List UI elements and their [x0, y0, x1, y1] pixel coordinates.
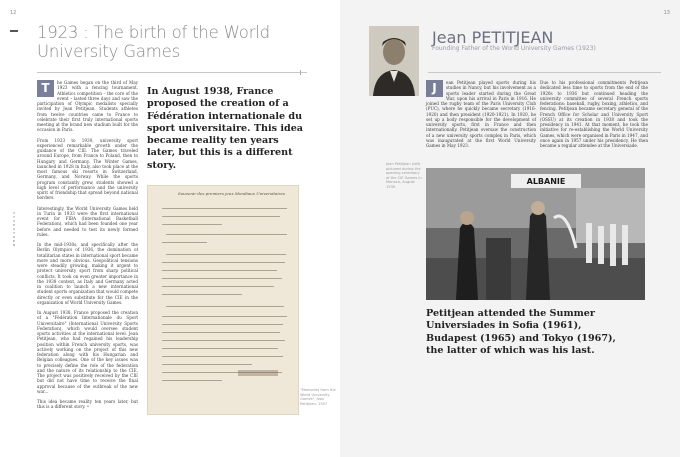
page-number-left: 12 [10, 10, 17, 16]
handwriting-line [162, 286, 274, 287]
dropcap: T [37, 80, 54, 97]
sidebar-letter: S [13, 219, 15, 223]
page-number-right: 13 [663, 10, 670, 16]
handwriting-line [166, 306, 284, 307]
sidebar-letter: T [13, 215, 15, 219]
author-title: Jean PETITJEAN [432, 28, 554, 47]
handwriting-line [162, 262, 285, 263]
pull-quote: In August 1938, France proposed the creation of a Fédération internationale du sport universitaire. This idea became reality ten years later, but this is a different story. [147, 86, 304, 171]
photo-banner-text: ALBANIE [526, 177, 566, 186]
handwriting-line [162, 208, 287, 209]
article-body [37, 80, 138, 450]
sidebar-letter: T [13, 231, 15, 235]
page-marker-dash [10, 30, 18, 32]
paragraph: he Games began on the third of May 1923 with a fencing tournament. Athletics competition – the core of the event – lasted three days and saw the participation of Olympic medalists specially invited by Jean Petitjean. Students athletes from twelve countries came to France to celebrate their first truly international sports meeting at the brand new stadium built for the occasion in Paris. [37, 80, 138, 133]
handwritten-letter-image [147, 185, 299, 415]
bio-column-2 [540, 80, 648, 148]
handwriting-line [162, 332, 280, 333]
author-subtitle: Founding Father of the World University Games (1923) [432, 45, 596, 52]
bio-column-1 [426, 80, 536, 148]
handwriting-line [162, 316, 287, 317]
handwriting-line [162, 242, 207, 243]
pull-quote-right: Petitjean attended the Summer Universiades in Sofia (1961), Budapest (1965) and Tokyo (1967), the latter of which was his last. [426, 308, 616, 356]
paragraph: Interestingly, the World University Games held in Turin in 1933 were the first international event for FIBA (International Basketball Federation), which had been founded one year before and needed to test its newly formed rules. [37, 205, 138, 237]
page-title: 1923 : The birth of the World University Games [37, 23, 270, 61]
bio-paragraph: ean Petitjean played sports during his studies in Nancy, but his involvement as a sports leader started during the Great War, upon his arrival in Paris in 1916. He joined the rugby team of the Paris University Club (PUC), where he quickly became secretary (1916-1920) and then president (1920-1921). In 1920, he set up a body responsible for the development of university sports, first in France and then internationally. Petitjean oversaw the construction of a new university sports complex in Paris, which was inaugurated at the first World University Games in May 1923. [426, 80, 536, 148]
right-page [340, 0, 680, 457]
handwriting-line [162, 224, 222, 225]
handwriting-signature [238, 370, 278, 376]
letter-heading: Souvenir des premiers jeux Mondiaux Universitaires [178, 191, 285, 196]
handwriting-line [166, 234, 287, 235]
portrait-photo [369, 26, 419, 96]
ceremony-scene-icon [426, 168, 645, 300]
photo-caption: Jean Petitjean (left) pictured during the opening ceremony of the CIE Games in Monaco, August 1939 [386, 162, 422, 189]
paragraph: This idea became reality ten years later, but this is a different story. • [37, 399, 138, 410]
handwriting-line [162, 356, 283, 357]
handwriting-line [162, 324, 283, 325]
handwriting-line [162, 216, 280, 217]
paragraph: In August 1938, France proposed the creation of a "Fédération Internationale du Sport Universitaire" (International University Sports Federation), which would oversee student sports activities at the international level. Jean Petitjean, who had regained his leadership position within French university sports, was actively working on the project of this new federation along with his Hungarian and Belgian colleagues. One of the key issues was to precisely define the role of the federation and the nature of its relationship to the CIE. The project was positively received by the CIE but did not have time to receive the final approval because of the outbreak of the new war... [37, 310, 138, 394]
portrait-figure-icon [369, 26, 419, 96]
handwriting-line [162, 380, 222, 381]
handwriting-line [162, 348, 278, 349]
handwriting-line [162, 340, 285, 341]
paragraph: From 1923 to 1939, university sport experienced remarkable growth under the guidance of the CIE. The Games traveled around Europe, from France to Poland, then to Hungary and Germany. The Winter Games, launched in 1928 in Italy, also took place at the most famous ski resorts in Switzerland, Germany, and Norway. While the sports program constantly grew, students showed a high level of performance and the university spirit of friendship that spread beyond national borders. [37, 137, 138, 201]
handwriting-line [166, 254, 286, 255]
sidebar-letter: E [13, 239, 15, 243]
sidebar-letter: A [13, 227, 15, 231]
rule-marker [300, 70, 301, 75]
handwriting-line [162, 364, 252, 365]
handwriting-line [162, 278, 282, 279]
handwriting-line [162, 294, 242, 295]
sidebar-letter: R [13, 235, 15, 239]
ceremony-photo [426, 168, 645, 300]
sidebar-letter: P [13, 223, 15, 227]
bio-paragraph: Due to his professional commitments Petitjean dedicated less time to sports from the end of the 1920s to 1936 but continued heading the university committee of several French sports federations: baseball, rugby, boxing, athletics, and fencing. Petitjean became secretary general of the French Office for Scholar and University Sport (OSSU) at its creation in 1938 and took the presidency in 1941. At that moment, he took the initiative for re-establishing the World University Games, which were organised in Paris in 1947, and once again in 1957 under his presidency. He then became a regular attendee at the Universiade. [540, 80, 648, 148]
sidebar-letter: I [13, 211, 15, 215]
title-rule-right [428, 72, 661, 73]
sidebar-letter: N [13, 243, 15, 247]
title-rule [37, 72, 307, 73]
paragraph: In the mid-1930s, and specifically after the Berlin Olympics of 1936, the domination of totalitarian states in international sport became more and more obvious. Geopolitical tensions were steadily growing, making it urgent to protect university sport from sharp political conflicts. It took on even greater importance in the 1938 context, as Italy and Germany acted in coalition to launch a new international student sports organization that would compete directly or even substitute for the CIE in the organization of World University Games. [37, 242, 138, 305]
handwriting-line [162, 270, 277, 271]
dropcap-right: J [426, 80, 443, 97]
letter-caption: "Memories from the World University Games", Jean Petitjean, 1957 [300, 388, 336, 406]
